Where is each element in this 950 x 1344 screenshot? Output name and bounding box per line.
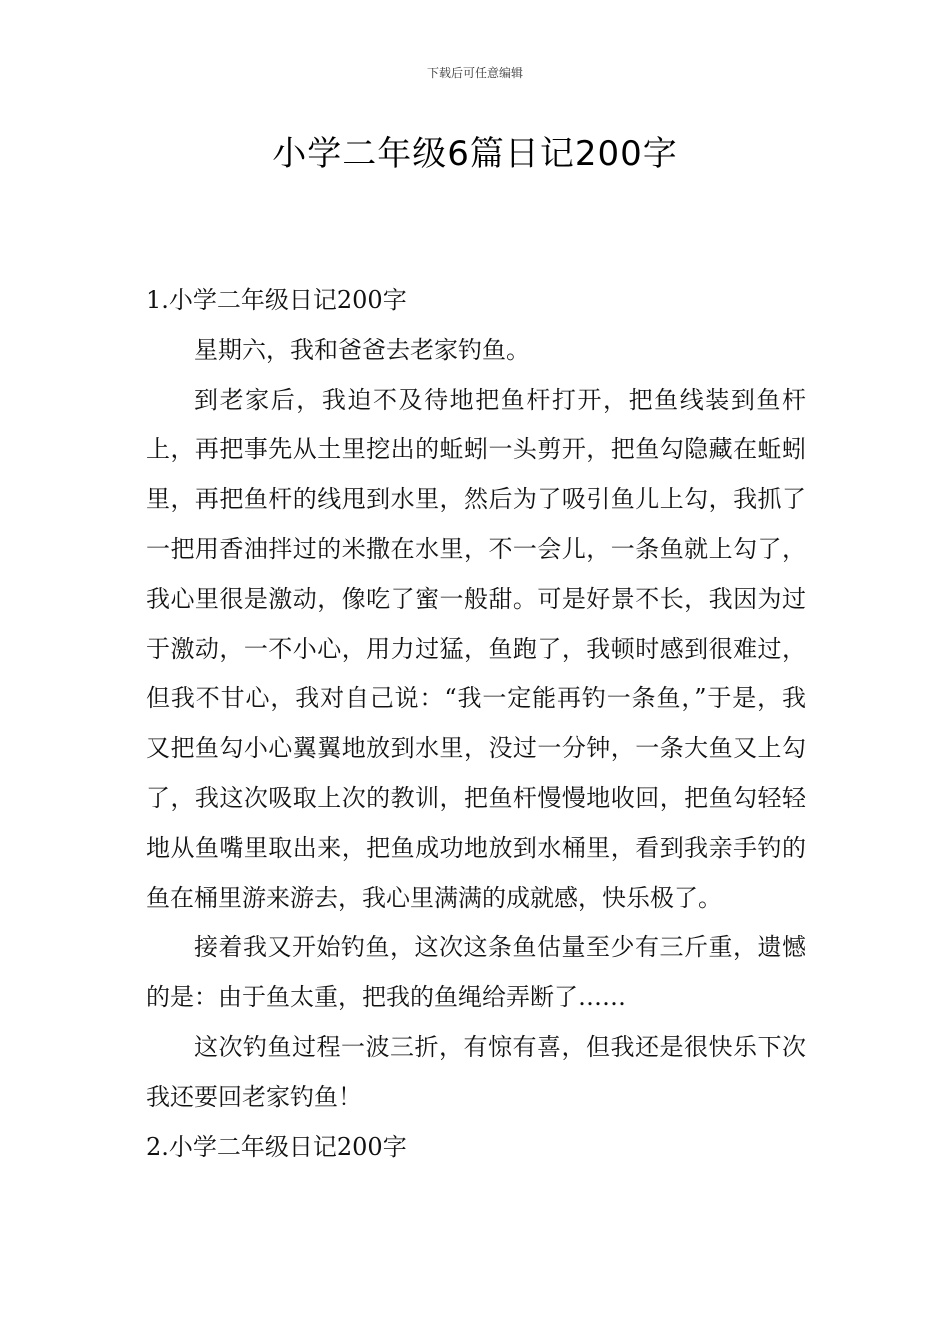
paragraph: 这次钓鱼过程一波三折，有惊有喜，但我还是很快乐下次我还要回老家钓鱼！ (146, 1032, 806, 1111)
document-body (146, 276, 806, 1172)
document-title: 小学二年级6篇日记200字 (272, 134, 678, 174)
header-note: 下载后可任意编辑 (426, 66, 523, 80)
paragraph: 星期六，我和爸爸去老家钓鱼。 (194, 335, 530, 364)
paragraph: 到老家后，我迫不及待地把鱼杆打开，把鱼线装到鱼杆上，再把事先从土里挖出的蚯蚓一头剪开，把鱼勾隐藏在蚯蚓里，再把鱼杆的线甩到水里，然后为了吸引鱼儿上勾，我抓了一把用香油拌过的米撒在水里，不一会儿，一条鱼就上勾了，我心里很是激动，像吃了蜜一般甜。可是好景不长，我因为过于激动，一不小心，用力过猛，鱼跑了，我顿时感到很难过，但我不甘心，我对自己说：“我一定能再钓一条鱼，”于是，我又把鱼勾小心翼翼地放到水里，没过一分钟，一条大鱼又上勾了，我这次吸取上次的教训，把鱼杆慢慢地收回，把鱼勾轻轻地从鱼嘴里取出来，把鱼成功地放到水桶里，看到我亲手钓的鱼在桶里游来游去，我心里满满的成就感，快乐极了。 (146, 385, 806, 912)
section-heading: 1.小学二年级日记200字 (146, 286, 407, 314)
section-heading: 2.小学二年级日记200字 (146, 1132, 407, 1161)
paragraph: 接着我又开始钓鱼，这次这条鱼估量至少有三斤重，遗憾的是：由于鱼太重，把我的鱼绳给弄断了…… (146, 933, 806, 1012)
